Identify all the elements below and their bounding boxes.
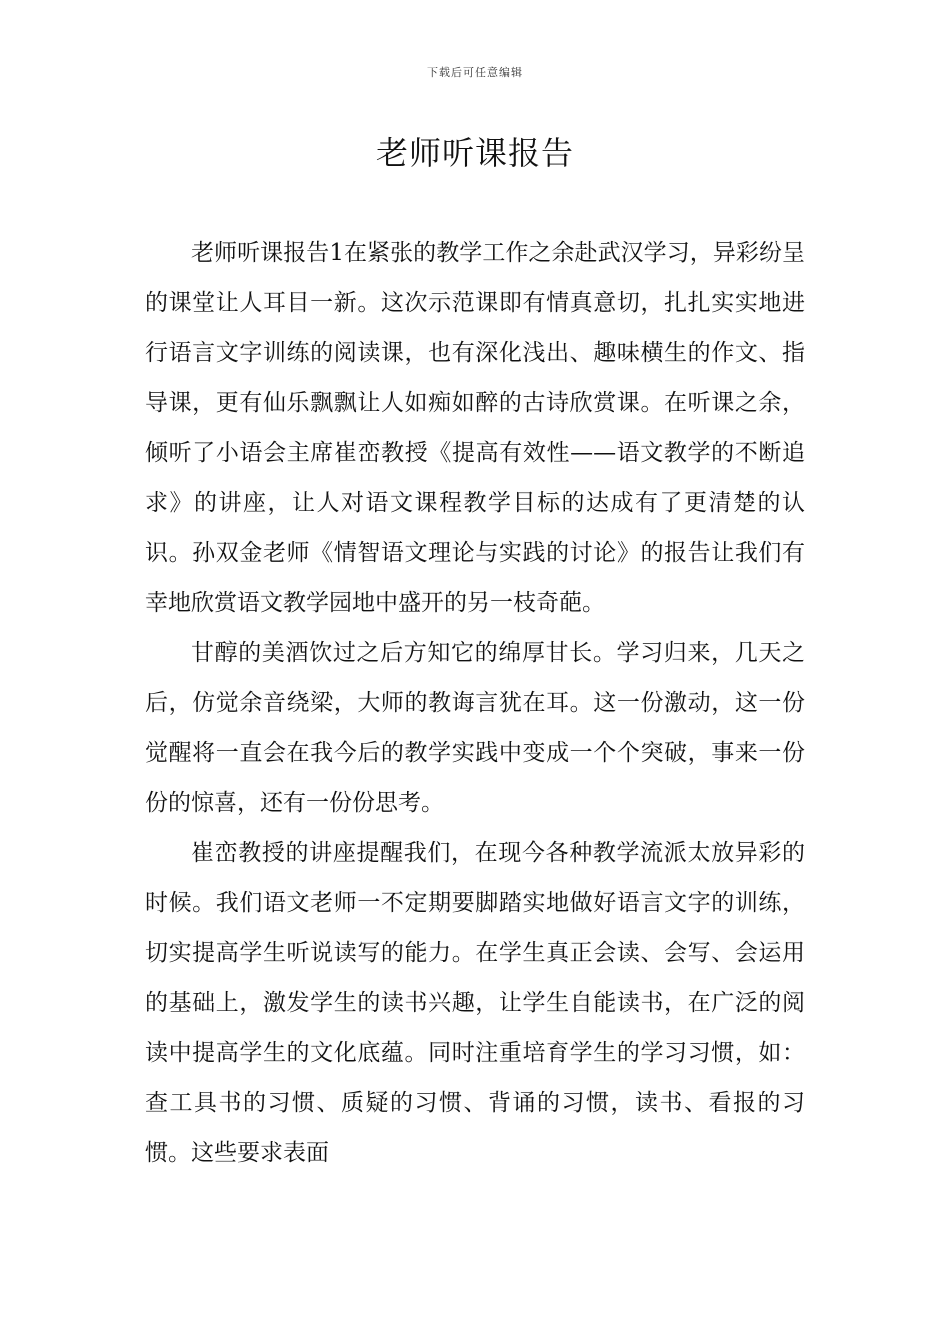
document-body [145, 228, 805, 1178]
document-title: 老师听课报告 [375, 134, 574, 172]
paragraph: 崔峦教授的讲座提醒我们，在现今各种教学流派太放异彩的时候。我们语文老师一不定期要脚踏实地做好语言文字的训练，切实提高学生听说读写的能力。在学生真正会读、会写、会运用的基础上，激发学生的读书兴趣，让学生自能读书，在广泛的阅读中提高学生的文化底蕴。同时注重培育学生的学习习惯，如：查工具书的习惯、质疑的习惯、背诵的习惯，读书、看报的习惯。这些要求表面 [145, 840, 805, 1166]
paragraph: 甘醇的美酒饮过之后方知它的绵厚甘长。学习归来，几天之后，仿觉余音绕梁，大师的教诲言犹在耳。这一份激动，这一份觉醒将一直会在我今后的教学实践中变成一个个突破，事来一份份的惊喜，还有一份份思考。 [145, 640, 805, 816]
paragraph: 老师听课报告1在紧张的教学工作之余赴武汉学习，异彩纷呈的课堂让人耳目一新。这次示范课即有情真意切，扎扎实实地进行语言文字训练的阅读课，也有深化浅出、趣味横生的作文、指导课，更有仙乐飘飘让人如痴如醉的古诗欣赏课。在听课之余，倾听了小语会主席崔峦教授《提高有效性——语文教学的不断追求》的讲座，让人对语文课程教学目标的达成有了更清楚的认识。孙双金老师《情智语文理论与实践的讨论》的报告让我们有幸地欣赏语文教学园地中盛开的另一枝奇葩。 [145, 240, 805, 616]
header-note: 下载后可任意编辑 [427, 66, 523, 79]
